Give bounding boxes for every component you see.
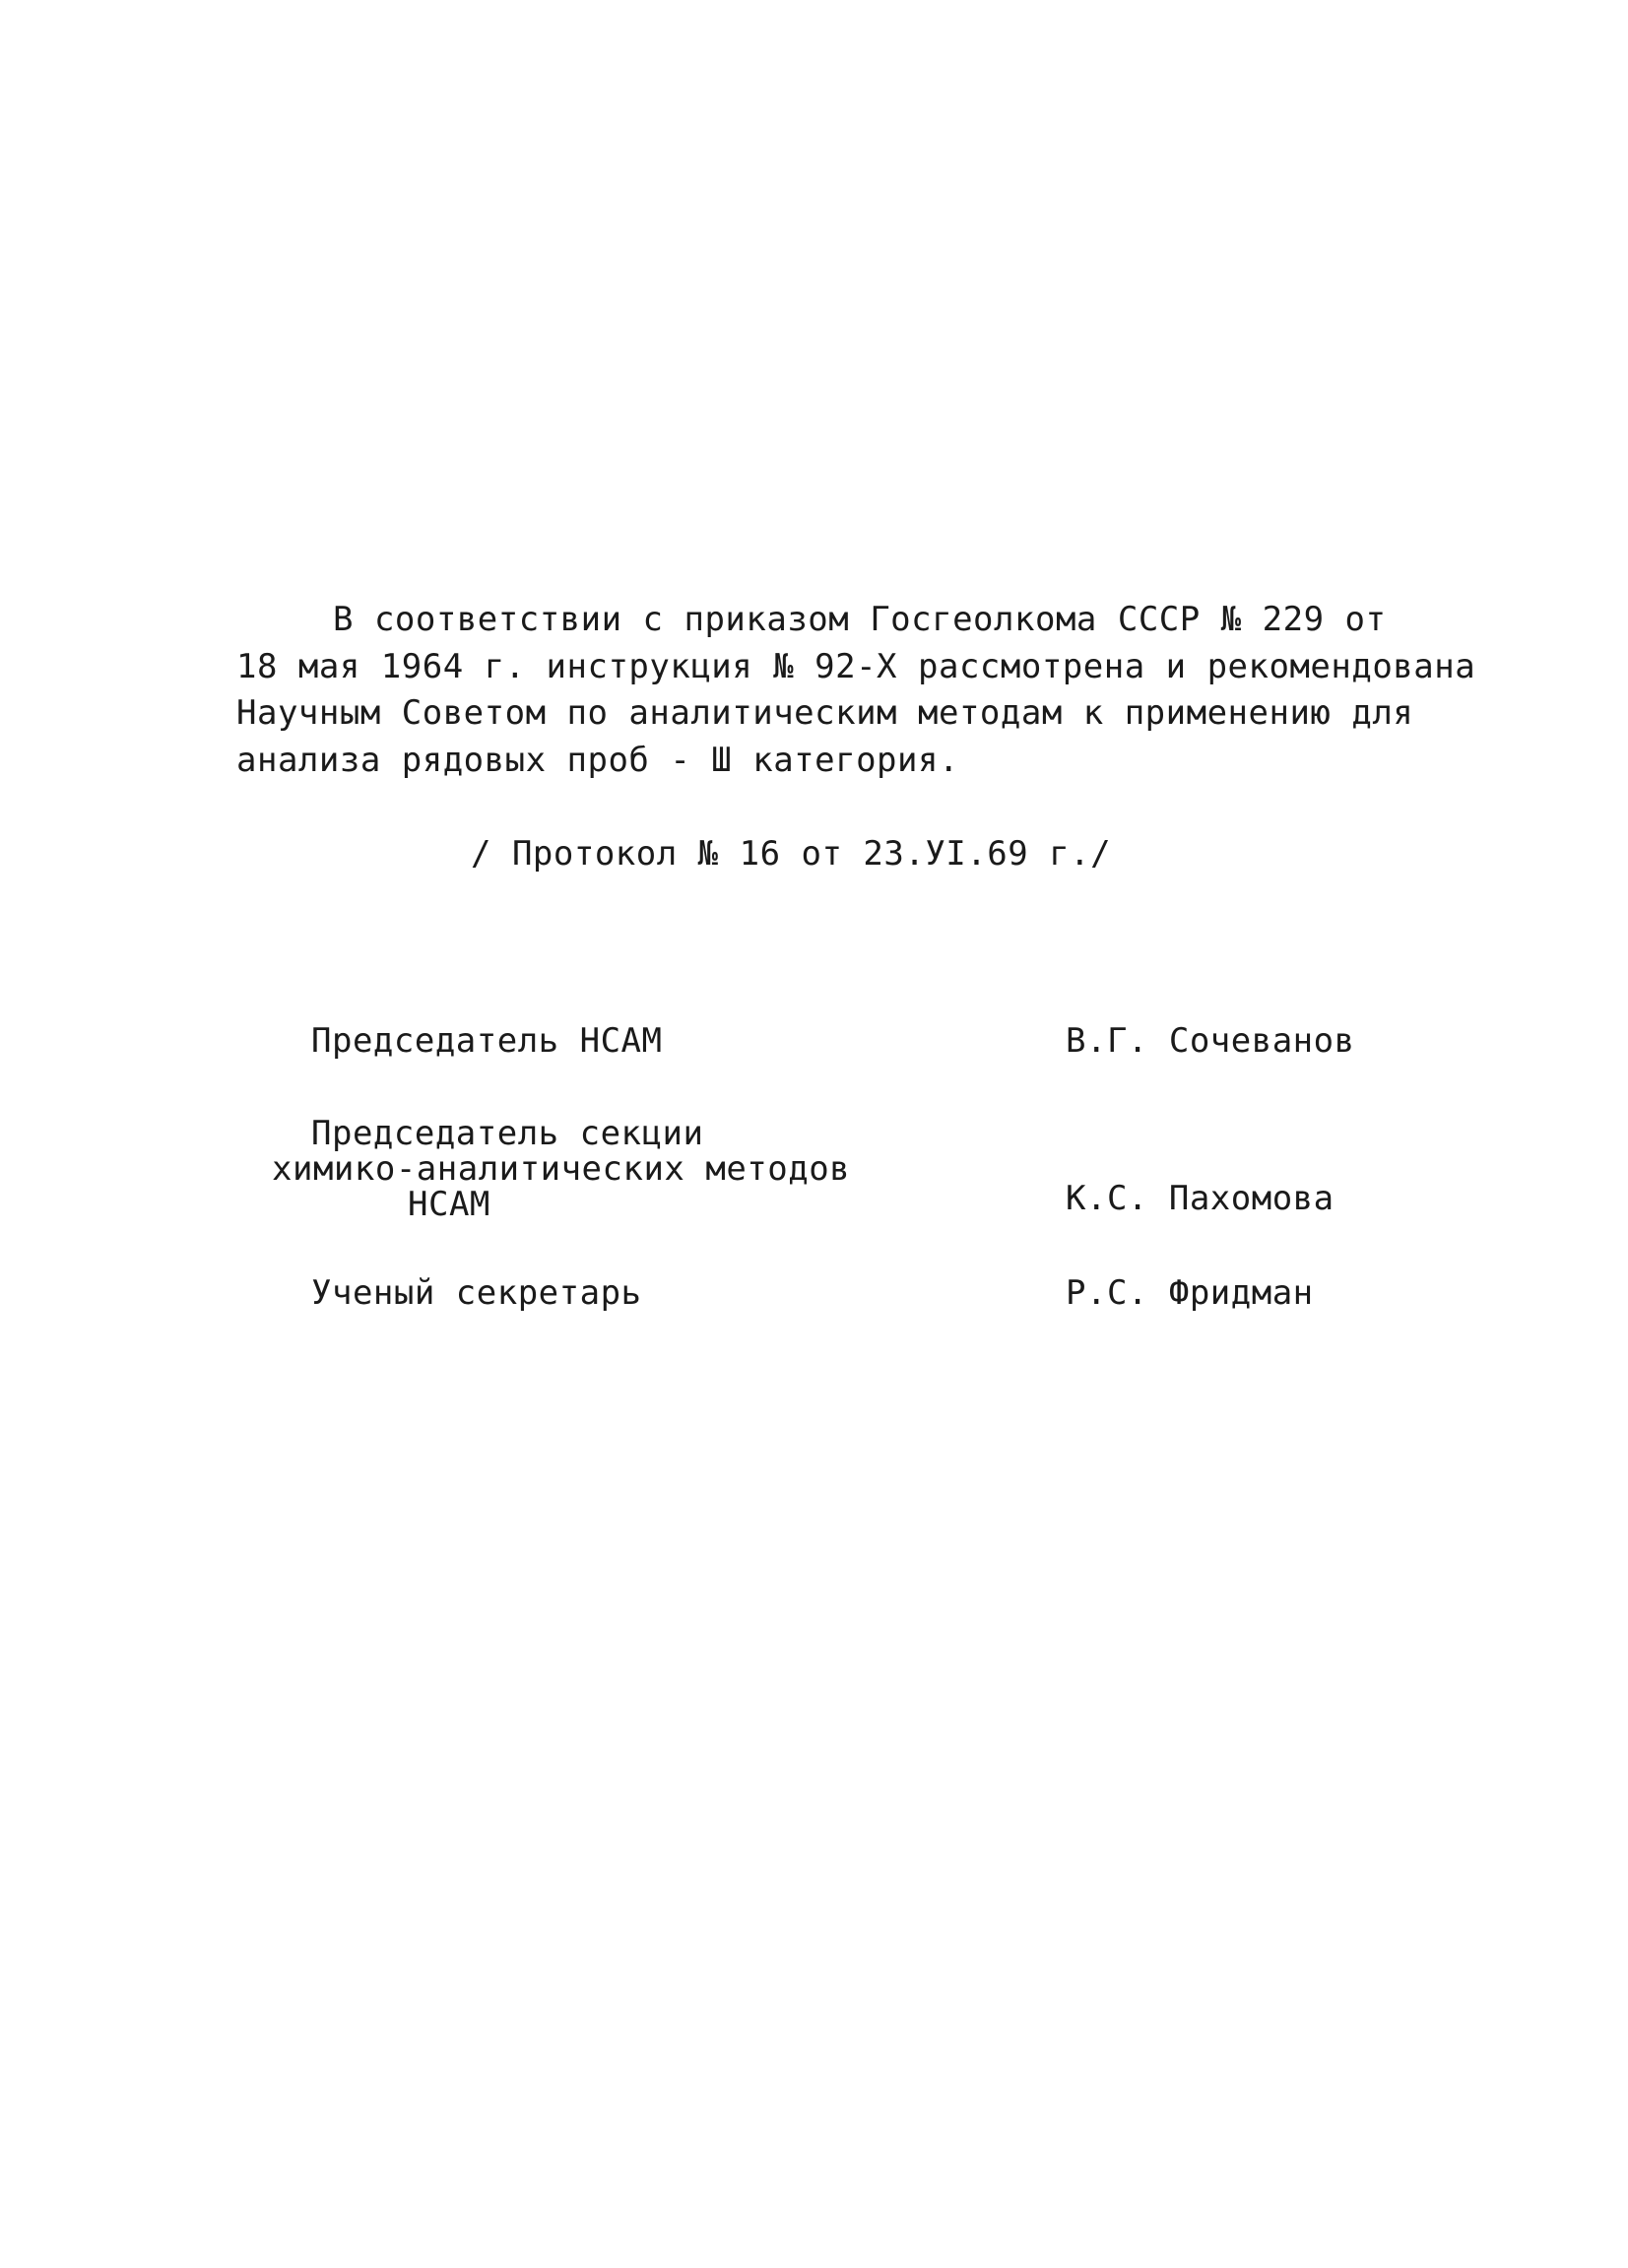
paragraph-line-1: В соответствии с приказом Госгеолкома СССР № 229 от (333, 600, 1387, 639)
section-chair-name: К.С. Пахомова (1066, 1179, 1335, 1218)
paragraph-line-4: анализа рядовых проб - Ш категория. (236, 741, 959, 780)
paragraph-line-3: Научным Советом по аналитическим методам к применению для (236, 693, 1414, 733)
secretary-name: Р.С. Фридман (1066, 1273, 1314, 1313)
protocol-reference: / Протокол № 16 от 23.УI.69 г./ (471, 834, 1112, 874)
section-chair-role-line-2: химико-аналитических методов (272, 1149, 851, 1189)
section-chair-role-line-3: НСАМ (408, 1185, 490, 1224)
section-chair-role-line-1: Председатель секции (311, 1114, 704, 1153)
paragraph-line-2: 18 мая 1964 г. инструкция № 92-Х рассмотрена и рекомендована (236, 647, 1476, 686)
chairman-name: В.Г. Сочеванов (1066, 1021, 1355, 1061)
secretary-role: Ученый секретарь (311, 1273, 642, 1313)
chairman-role: Председатель НСАМ (311, 1021, 663, 1061)
